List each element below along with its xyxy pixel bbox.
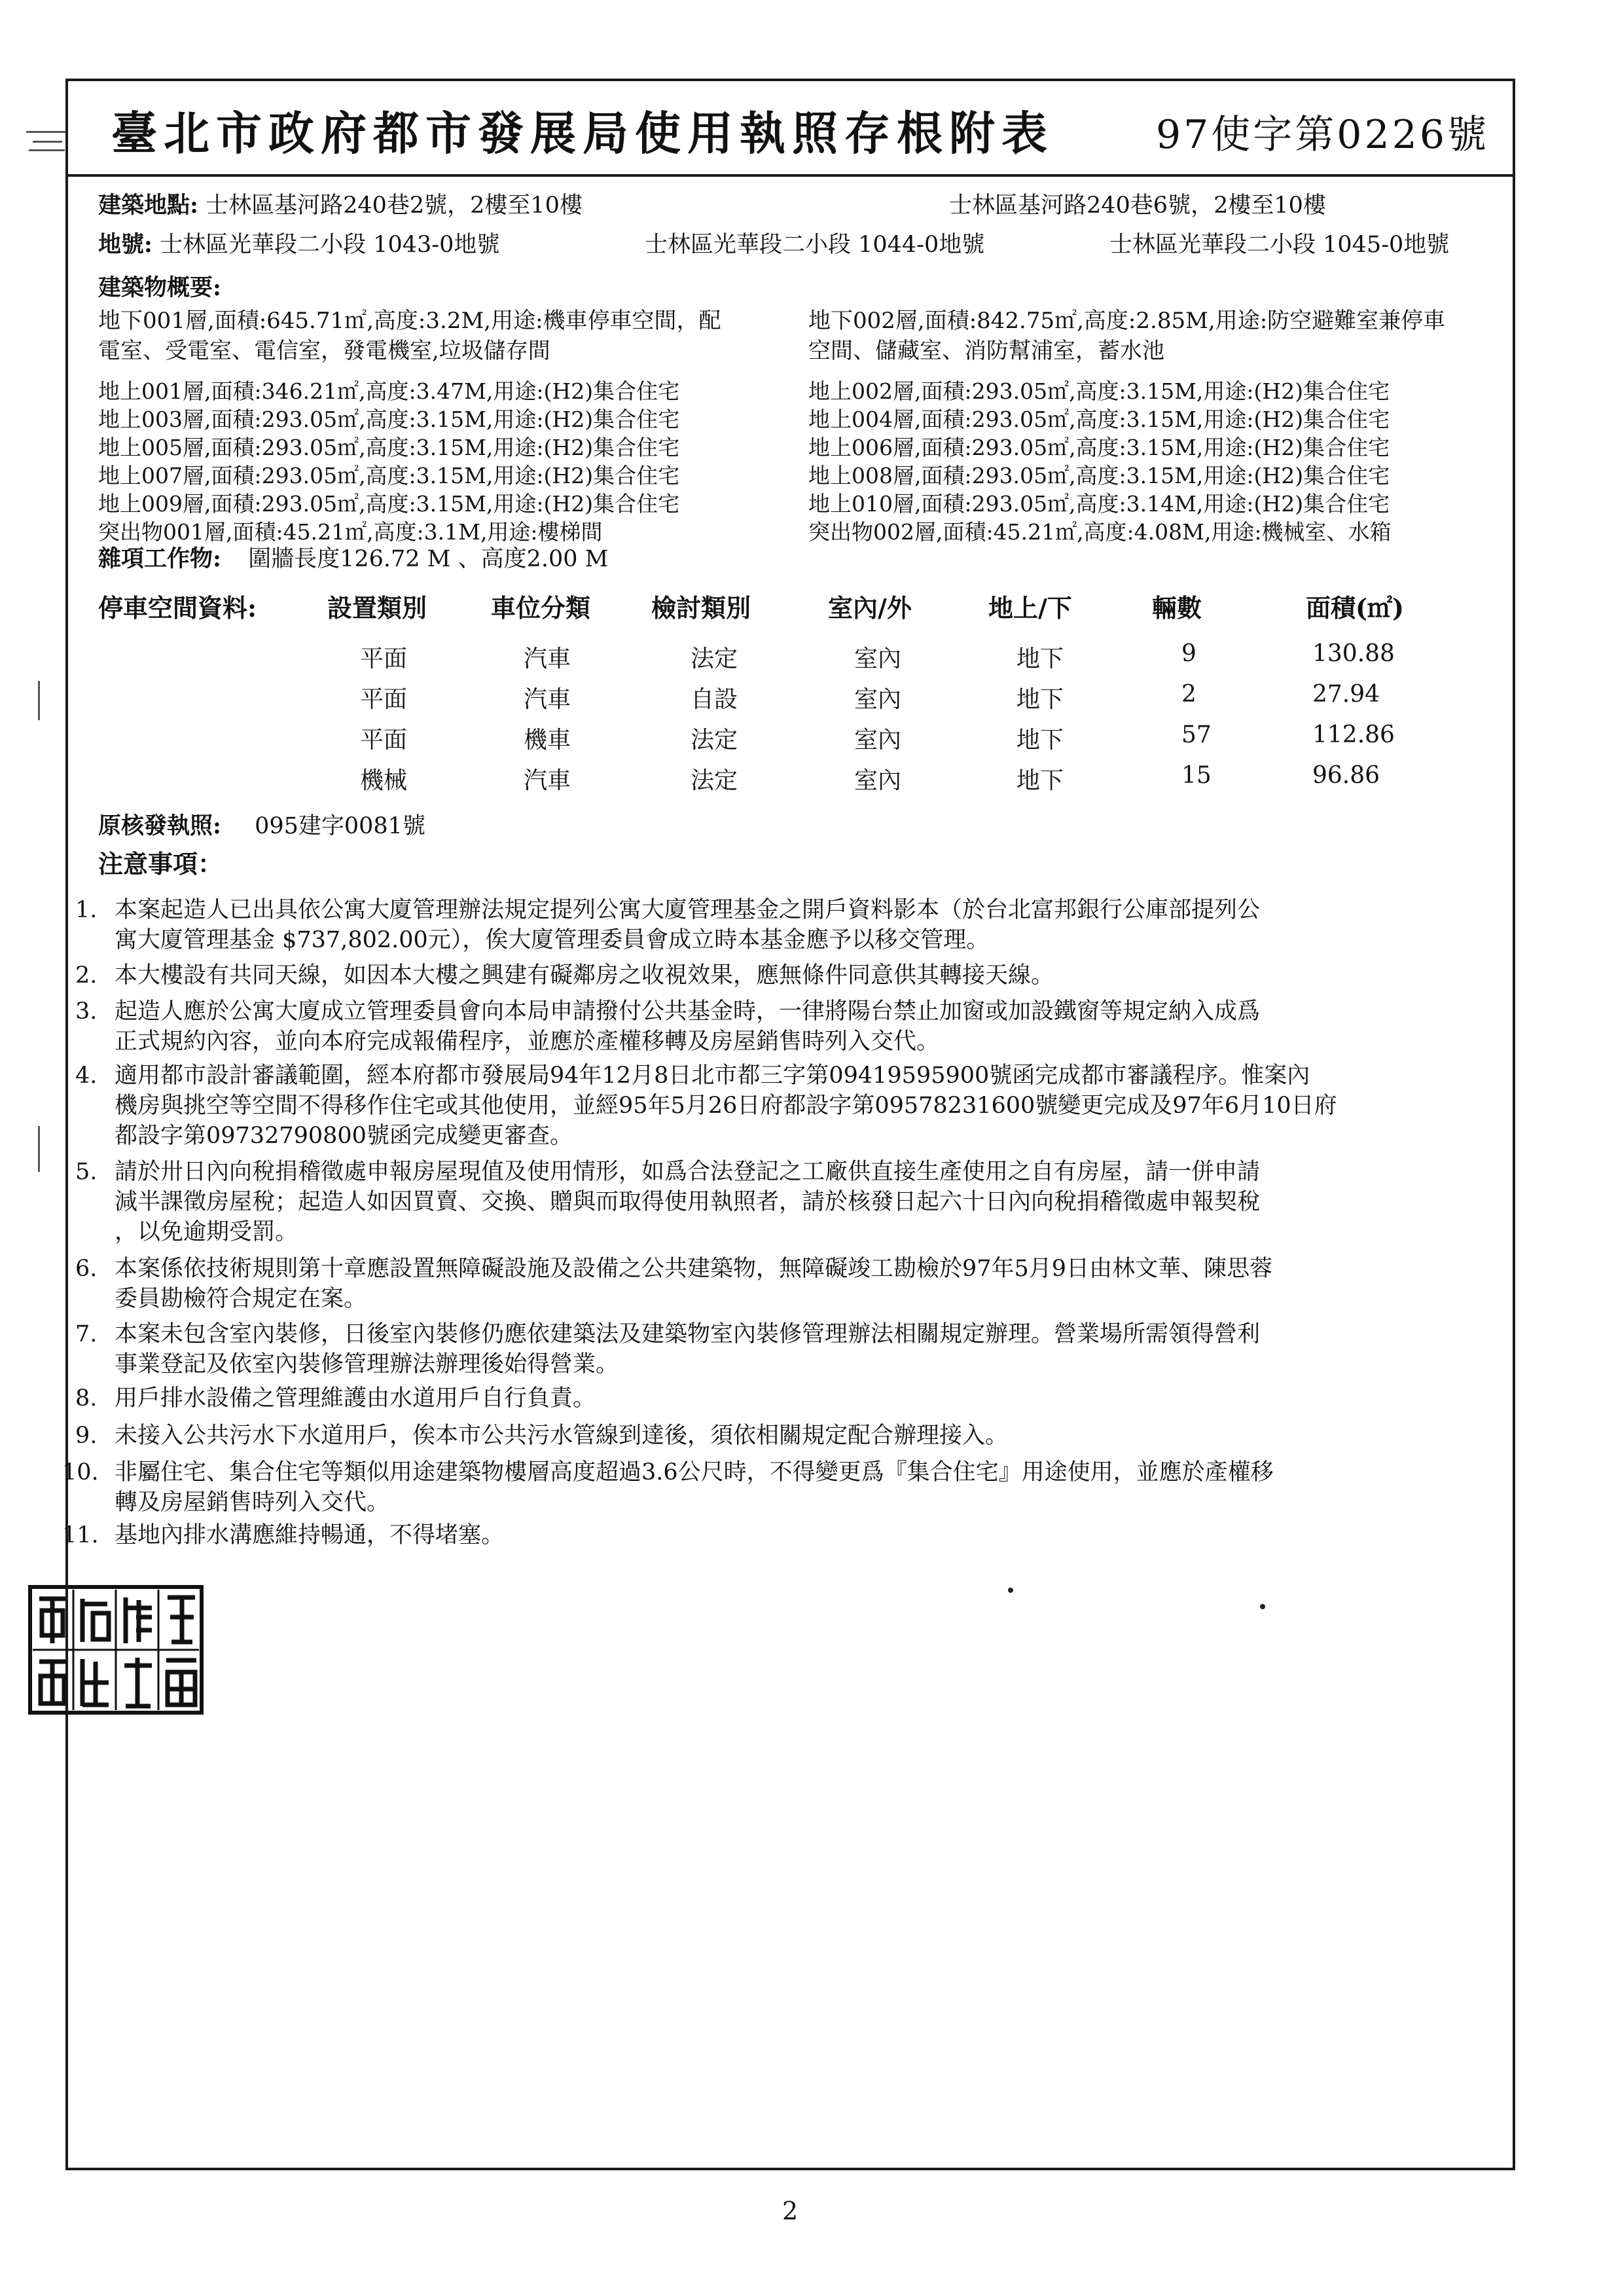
parking-header: 車位分類 (491, 593, 591, 623)
parking-cell: 機車 (524, 727, 571, 754)
note-item (75, 1254, 1496, 1314)
parking-cell: 平面 (360, 727, 408, 754)
parking-header: 設置類別 (327, 593, 427, 623)
parking-cell: 15 (1181, 762, 1212, 789)
note-line: 正式規約內容，並向本府完成報備程序，並應於產權移轉及房屋銷售時列入交代。 (115, 1029, 940, 1055)
note-number: 1. (75, 897, 98, 923)
note-line: 基地內排水溝應維持暢通，不得堵塞。 (115, 1522, 505, 1548)
floor-list-right (808, 377, 1392, 546)
permit-number: 97使字第0226號 (1155, 112, 1489, 158)
note-line: 非屬住宅、集合住宅等類似用途建築物樓層高度超過3.6公尺時，不得變更爲『集合住宅』用途使用，並應於產權移 (115, 1459, 1274, 1485)
parking-cell: 室內 (854, 646, 902, 672)
parking-cell: 法定 (691, 727, 738, 754)
floor-line: 地上004層,面積:293.05㎡,高度:3.15M,用途:(H2)集合住宅 (808, 407, 1390, 432)
note-item (75, 1383, 1496, 1413)
basement-1-line-1: 地下001層,面積:645.71㎡,高度:3.2M,用途:機車停車空間，配 (98, 308, 721, 334)
parking-cell: 57 (1181, 721, 1212, 748)
note-line: 機房與挑空等空間不得移作住宅或其他使用，並經95年5月26日府都設字第09578231600號變更完成及97年6月10日府 (115, 1093, 1337, 1119)
note-line: 委員勘檢符合規定在案。 (115, 1286, 367, 1312)
parking-cell: 平面 (360, 686, 408, 713)
floor-line: 突出物002層,面積:45.21㎡,高度:4.08M,用途:機械室、水箱 (808, 519, 1392, 545)
scan-mark (26, 131, 65, 133)
lot-row (98, 230, 499, 259)
note-number: 6. (75, 1256, 98, 1282)
scan-dot (1008, 1588, 1013, 1593)
original-permit-value: 095建字0081號 (255, 813, 425, 839)
parking-cell: 2 (1181, 681, 1196, 708)
note-line: 起造人應於公寓大廈成立管理委員會向本局申請撥付公共基金時，一律將陽台禁止加窗或加設鐵窗等規定納入成爲 (115, 998, 1261, 1025)
lot-2: 士林區光華段二小段 1044-0地號 (645, 232, 985, 258)
parking-cell: 地下 (1016, 727, 1064, 754)
floor-line: 地上006層,面積:293.05㎡,高度:3.15M,用途:(H2)集合住宅 (808, 435, 1390, 460)
parking-cell: 地下 (1016, 646, 1064, 672)
lot-label: 地號: (98, 231, 153, 258)
note-line: 本案係依技術規則第十章應設置無障礙設施及設備之公共建築物，無障礙竣工勘檢於97年5月9日由林文華、陳思蓉 (115, 1256, 1273, 1282)
note-line: ，以免逾期受罰。 (115, 1219, 298, 1245)
parking-header: 面積(㎡) (1306, 593, 1404, 623)
note-number: 10. (62, 1459, 99, 1485)
page-number: 2 (782, 2196, 799, 2225)
document-title: 臺北市政府都市發展局使用執照存根附表 (111, 106, 1054, 160)
note-line: 減半課徵房屋稅；起造人如因買賣、交換、贈與而取得使用執照者，請於核發日起六十日內向稅捐稽徵處申報契稅 (115, 1189, 1261, 1215)
scan-mark (33, 141, 62, 143)
original-permit-label: 原核發執照: (98, 812, 221, 839)
note-line: 本案起造人已出具依公寓大廈管理辦法規定提列公寓大廈管理基金之開戶資料影本（於台北富邦銀行公庫部提列公 (115, 897, 1261, 923)
scan-mark (29, 149, 65, 151)
floor-line: 地上010層,面積:293.05㎡,高度:3.14M,用途:(H2)集合住宅 (808, 491, 1390, 517)
floor-line: 地上007層,面積:293.05㎡,高度:3.15M,用途:(H2)集合住宅 (98, 463, 680, 488)
note-item (75, 996, 1496, 1057)
note-item (62, 1457, 1496, 1518)
floor-line: 突出物001層,面積:45.21㎡,高度:3.1M,用途:樓梯間 (98, 519, 603, 545)
overview-label: 建築物概要: (98, 274, 221, 301)
original-permit-row (98, 812, 425, 841)
parking-cell: 汽車 (524, 767, 571, 794)
note-number: 9. (75, 1423, 98, 1449)
address-primary: 士林區基河路240巷2號，2樓至10樓 (206, 192, 583, 219)
note-number: 7. (75, 1321, 98, 1347)
parking-cell: 汽車 (524, 646, 571, 672)
floor-line: 地上001層,面積:346.21㎡,高度:3.47M,用途:(H2)集合住宅 (98, 378, 680, 404)
parking-cell: 地下 (1016, 767, 1064, 794)
parking-cell: 室內 (854, 727, 902, 754)
basement-1-line-2: 電室、受電室、電信室，發電機室,垃圾儲存間 (98, 338, 550, 364)
note-line: 寓大廈管理基金 $737,802.00元），俟大廈管理委員會成立時本基金應予以移交管理。 (115, 927, 990, 953)
note-number: 3. (75, 998, 98, 1025)
title-bar (65, 79, 1515, 177)
parking-cell: 汽車 (524, 686, 571, 713)
scan-dot (1260, 1604, 1265, 1609)
parking-cell: 自設 (691, 686, 738, 713)
misc-value: 圍牆長度126.72 M 、高度2.00 M (248, 546, 609, 572)
misc-row (98, 545, 609, 574)
note-number: 5. (75, 1159, 98, 1185)
parking-cell: 平面 (360, 646, 408, 672)
misc-label: 雜項工作物: (98, 545, 221, 572)
parking-cell: 130.88 (1312, 640, 1395, 667)
note-line: 用戶排水設備之管理維護由水道用戶自行負責。 (115, 1385, 596, 1412)
basement-2-line-2: 空間、儲藏室、消防幫浦室，蓄水池 (808, 338, 1164, 364)
parking-cell: 室內 (854, 686, 902, 713)
note-item (75, 960, 1496, 991)
note-item (62, 1520, 1496, 1550)
note-line: 都設字第09732790800號函完成變更審查。 (115, 1123, 573, 1149)
note-line: 轉及房屋銷售時列入交代。 (115, 1489, 390, 1516)
note-item (75, 1319, 1496, 1379)
parking-header: 地上/下 (988, 593, 1072, 623)
floor-line: 地上003層,面積:293.05㎡,高度:3.15M,用途:(H2)集合住宅 (98, 407, 680, 432)
note-line: 請於卅日內向稅捐稽徵處申報房屋現值及使用情形，如爲合法登記之工廠供直接生產使用之自有房屋，請一併申請 (115, 1159, 1261, 1185)
note-line: 事業登記及依室內裝修管理辦法辦理後始得營業。 (115, 1351, 619, 1377)
parking-cell: 96.86 (1312, 762, 1380, 789)
note-item (75, 895, 1496, 955)
scan-mark (38, 1126, 40, 1172)
floor-line: 地上002層,面積:293.05㎡,高度:3.15M,用途:(H2)集合住宅 (808, 378, 1390, 404)
lot-1: 士林區光華段二小段 1043-0地號 (160, 232, 500, 258)
note-item (75, 1061, 1496, 1151)
note-number: 4. (75, 1063, 98, 1089)
address-label: 建築地點: (98, 192, 198, 219)
address-row (98, 191, 583, 220)
floor-line: 地上009層,面積:293.05㎡,高度:3.15M,用途:(H2)集合住宅 (98, 491, 680, 517)
address-secondary: 士林區基河路240巷6號，2樓至10樓 (949, 192, 1326, 219)
floor-line: 地上005層,面積:293.05㎡,高度:3.15M,用途:(H2)集合住宅 (98, 435, 680, 460)
note-line: 本大樓設有共同天線，如因本大樓之興建有礙鄰房之收視效果，應無條件同意供其轉接天線。 (115, 962, 1054, 989)
note-line: 未接入公共污水下水道用戶，俟本市公共污水管線到達後，須依相關規定配合辦理接入。 (115, 1423, 1009, 1449)
note-number: 2. (75, 962, 98, 989)
floor-line: 地上008層,面積:293.05㎡,高度:3.15M,用途:(H2)集合住宅 (808, 463, 1390, 488)
parking-cell: 機械 (360, 767, 408, 794)
note-line: 適用都市設計審議範圍，經本府都市發展局94年12月8日北市都三字第09419595900號函完成都市審議程序。惟案內 (115, 1063, 1310, 1089)
parking-cell: 9 (1181, 640, 1196, 667)
note-number: 8. (75, 1385, 98, 1412)
parking-cell: 112.86 (1312, 721, 1395, 748)
note-line: 本案未包含室內裝修，日後室內裝修仍應依建築法及建築物室內裝修管理辦法相關規定辦理。營業場所需領得營利 (115, 1321, 1261, 1347)
parking-cell: 法定 (691, 767, 738, 794)
note-item (75, 1157, 1496, 1247)
parking-cell: 27.94 (1312, 681, 1380, 708)
parking-cell: 室內 (854, 767, 902, 794)
lot-3: 士林區光華段二小段 1045-0地號 (1109, 232, 1450, 258)
official-seal (27, 1584, 204, 1715)
parking-header: 檢討類別 (651, 593, 751, 623)
floor-list-left (98, 377, 679, 546)
parking-header: 室內/外 (828, 593, 912, 623)
parking-header: 輛數 (1152, 593, 1202, 623)
parking-label: 停車空間資料: (98, 593, 257, 623)
basement-2-line-1: 地下002層,面積:842.75㎡,高度:2.85M,用途:防空避難室兼停車 (808, 308, 1446, 334)
note-number: 11. (62, 1522, 99, 1548)
notes-label: 注意事項： (98, 849, 223, 879)
parking-cell: 地下 (1016, 686, 1064, 713)
note-item (75, 1421, 1496, 1451)
parking-cell: 法定 (691, 646, 738, 672)
scan-mark (38, 681, 40, 720)
